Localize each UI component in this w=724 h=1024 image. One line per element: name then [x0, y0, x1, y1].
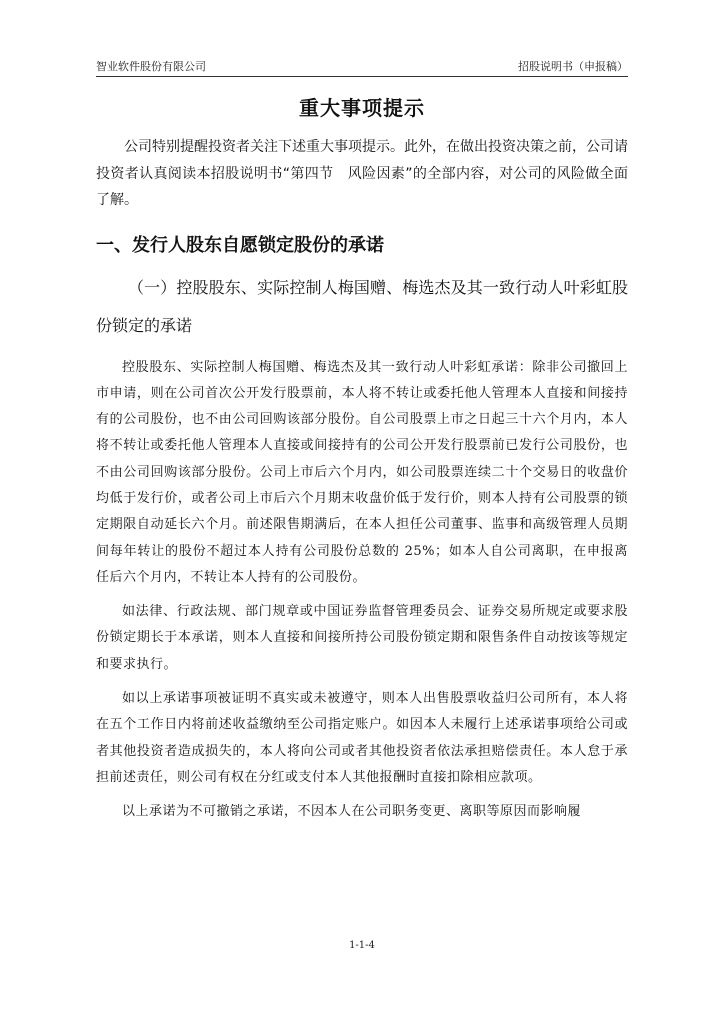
page-number: 1-1-4 — [349, 940, 375, 951]
page-header — [96, 56, 628, 77]
section-heading: 一、发行人股东自愿锁定股份的承诺 — [96, 234, 384, 256]
header-document-type: 招股说明书（申报稿） — [518, 60, 628, 73]
header-company-name: 智业软件股份有限公司 — [96, 60, 206, 73]
body-paragraph: 如以上承诺事项被证明不真实或未被遵守，则本人出售股票收益归公司所有，本人将在五个工作日内将前述收益缴纳至公司指定账户。如因本人未履行上述承诺事项给公司或者其他投资者造成损失的，本人将向公司或者其他投资者依法承担赔偿责任。本人怠于承担前述责任，则公司有权在分红或支付本人其他报酬时直接扣除相应款项。 — [96, 691, 628, 785]
body-paragraph: 以上承诺为不可撤销之承诺，不因本人在公司职务变更、离职等原因而影响履 — [122, 804, 582, 820]
main-content — [96, 134, 628, 826]
intro-paragraph: 公司特别提醒投资者关注下述重大事项提示。此外，在做出投资决策之前，公司请投资者认真阅读本招股说明书“第四节 风险因素”的全部内容，对公司的风险做全面了解。 — [96, 139, 628, 208]
body-paragraph: 控股股东、实际控制人梅国赠、梅选杰及其一致行动人叶彩虹承诺：除非公司撤回上市申请，则在公司首次公开发行股票前，本人将不转让或委托他人管理本人直接和间接持有的公司股份，也不由公司回购该部分股份。自公司股票上市之日起三十六个月内，本人将不转让或委托他人管理本人直接或间接持有的公司公开发行股票前已发行公司股份，也不由公司回购该部分股份。公司上市后六个月内，如公司股票连续二十个交易日的收盘价均低于发行价，或者公司上市后六个月期末收盘价低于发行价，则本人持有公司股票的锁定期限自动延长六个月。前述限售期满后，在本人担任公司董事、监事和高级管理人员期间每年转让的股份不超过本人持有公司股份总数的 25%；如本人自公司离职，在申报离任后六个月内，不转让本人持有的公司股份。 — [96, 359, 628, 585]
subsection-heading: （一）控股股东、实际控制人梅国赠、梅选杰及其一致行动人叶彩虹股份锁定的承诺 — [96, 277, 628, 335]
body-paragraph: 如法律、行政法规、部门规章或中国证券监督管理委员会、证券交易所规定或要求股份锁定期长于本承诺，则本人直接和间接所持公司股份锁定期和限售条件自动按该等规定和要求执行。 — [96, 604, 628, 672]
page-title: 重大事项提示 — [299, 96, 425, 120]
